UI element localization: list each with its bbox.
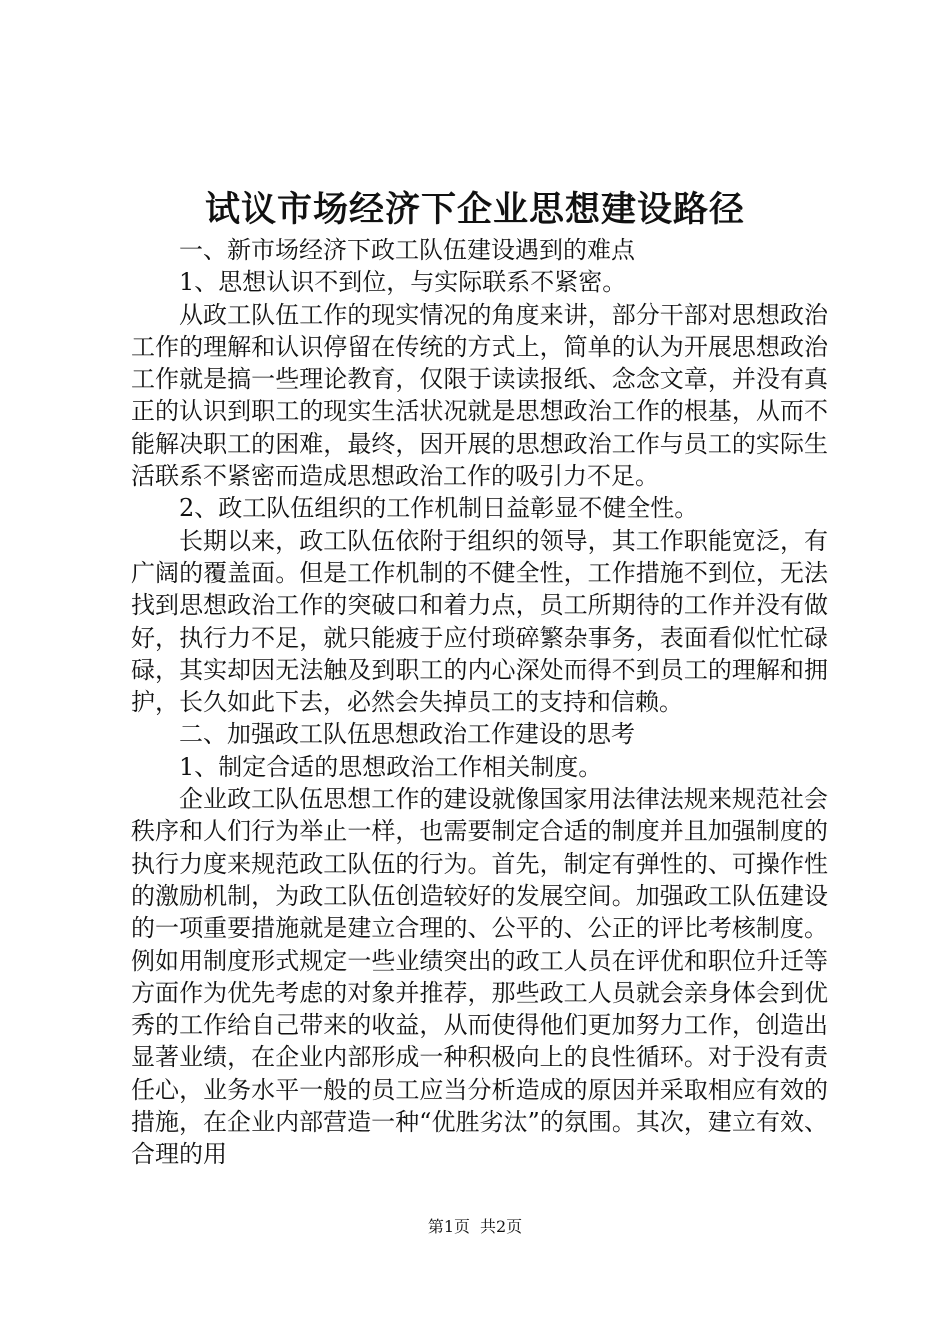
body-paragraph: 长期以来，政工队伍依附于组织的领导，其工作职能宽泛，有广阔的覆盖面。但是工作机制的不健全性，工作措施不到位，无法找到思想政治工作的突破口和着力点，员工所期待的工作并没有做好，执行力不足，就只能疲于应付琐碎繁杂事务，表面看似忙忙碌碌，其实却因无法触及到职工的内心深处而得不到员工的理解和拥护，长久如此下去，必然会失掉员工的支持和信赖。 xyxy=(131,526,828,717)
page-total: 共2页 xyxy=(480,1217,523,1236)
subsection-heading: 1、思想认识不到位，与实际联系不紧密。 xyxy=(179,268,627,297)
body-paragraph: 企业政工队伍思想工作的建设就像国家用法律法规来规范社会秩序和人们行为举止一样，也需要制定合适的制度并且加强制度的执行力度来规范政工队伍的行为。首先，制定有弹性的、可操作性的激励机制，为政工队伍创造较好的发展空间。加强政工队伍建设的一项重要措施就是建立合理的、公平的、公正的评比考核制度。例如用制度形式规定一些业绩突出的政工人员在评优和职位升迁等方面作为优先考虑的对象并推荐，那些政工人员就会亲身体会到优秀的工作给自己带来的收益，从而使得他们更加努力工作，创造出显著业绩，在企业内部形成一种积极向上的良性循环。对于没有责任心，业务水平一般的员工应当分析造成的原因并采取相应有效的措施，在企业内部营造一种“优胜劣汰”的氛围。其次，建立有效、合理的用 xyxy=(131,785,828,1169)
page-number: 第1页 xyxy=(427,1217,470,1236)
document-title: 试议市场经济下企业思想建设路径 xyxy=(204,189,745,230)
subsection-heading: 2、政工队伍组织的工作机制日益彰显不健全性。 xyxy=(179,494,699,523)
body-paragraph: 从政工队伍工作的现实情况的角度来讲，部分干部对思想政治工作的理解和认识停留在传统的方式上，简单的认为开展思想政治工作就是搞一些理论教育，仅限于读读报纸、念念文章，并没有真正的认识到职工的现实生活状况就是思想政治工作的根基，从而不能解决职工的困难，最终，因开展的思想政治工作与员工的实际生活联系不紧密而造成思想政治工作的吸引力不足。 xyxy=(131,300,828,491)
page-footer xyxy=(0,1217,950,1237)
subsection-heading: 1、制定合适的思想政治工作相关制度。 xyxy=(179,752,603,781)
document-body xyxy=(131,234,828,1171)
section-heading: 二、加强政工队伍思想政治工作建设的思考 xyxy=(179,720,635,749)
section-heading: 一、新市场经济下政工队伍建设遇到的难点 xyxy=(179,236,635,264)
